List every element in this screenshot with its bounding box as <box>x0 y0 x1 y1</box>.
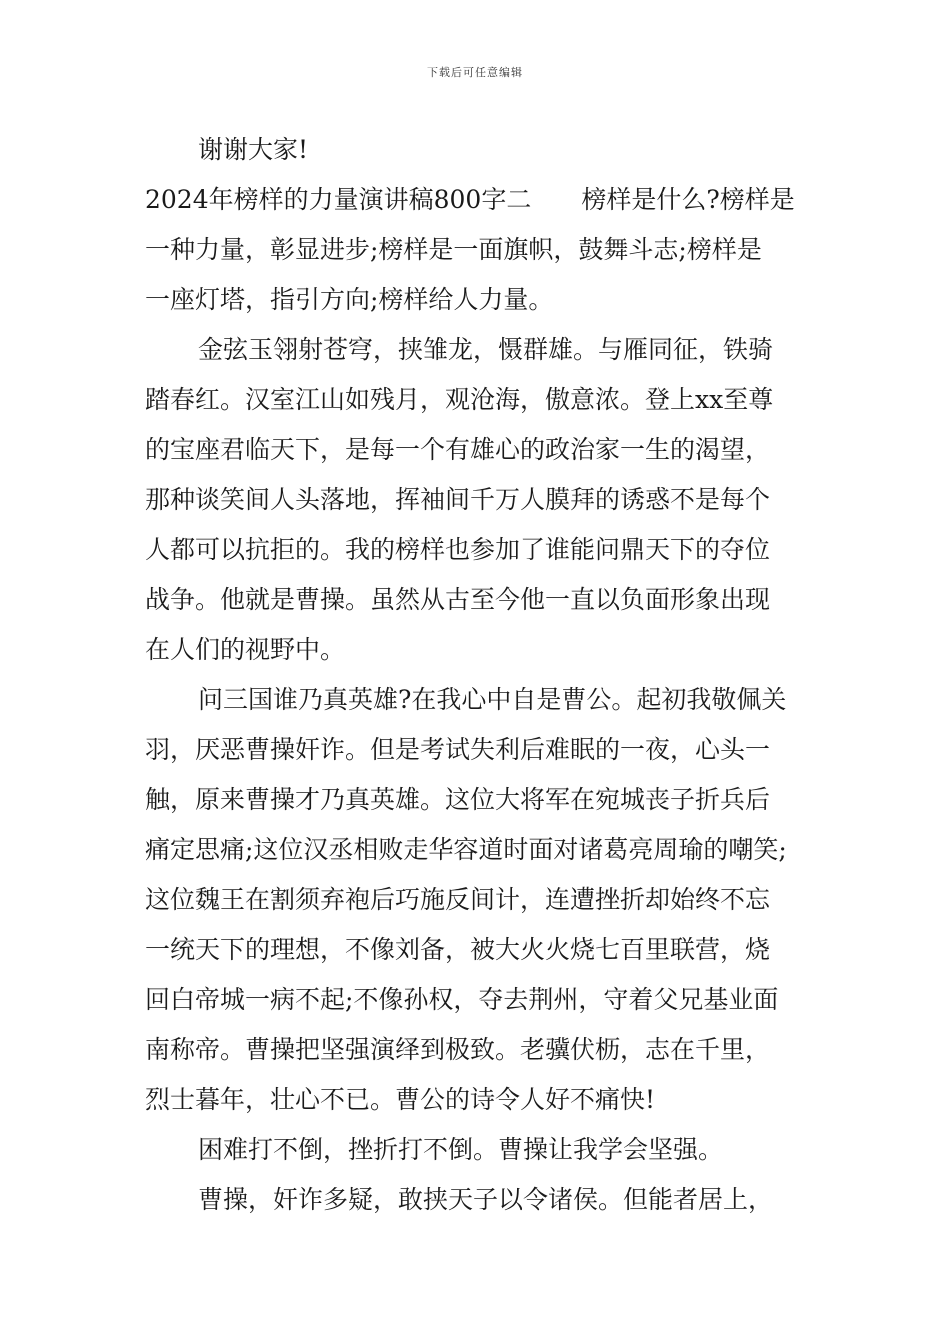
page-header: 下载后可任意编辑 <box>427 66 523 79</box>
text-line: 的宝座君临天下，是每一个有雄心的政治家一生的渴望， <box>145 435 771 464</box>
text-line: 一统天下的理想，不像刘备，被大火火烧七百里联营，烧 <box>145 935 771 964</box>
text-line: 痛定思痛;这位汉丞相败走华容道时面对诸葛亮周瑜的嘲笑; <box>145 835 787 864</box>
text-line: 金弦玉翎射苍穹，挟雏龙，慑群雄。与雁同征，铁骑 <box>198 335 774 364</box>
text-line: 踏春红。汉室江山如残月，观沧海，傲意浓。登上xx至尊 <box>145 385 774 414</box>
text-line: 在人们的视野中。 <box>145 635 346 664</box>
text-line: 谢谢大家! <box>198 135 309 164</box>
text-line: 困难打不倒，挫折打不倒。曹操让我学会坚强。 <box>198 1135 724 1164</box>
text-line: 回白帝城一病不起;不像孙权，夺去荆州，守着父兄基业面 <box>145 985 779 1014</box>
text-line: 一座灯塔，指引方向;榜样给人力量。 <box>145 285 554 314</box>
text-line: 这位魏王在割须弃袍后巧施反间计，连遭挫折却始终不忘 <box>145 885 771 914</box>
text-line: 曹操，奸诈多疑，敢挟天子以令诸侯。但能者居上， <box>198 1185 774 1214</box>
text-line: 人都可以抗拒的。我的榜样也参加了谁能问鼎天下的夺位 <box>145 535 771 564</box>
text-line: 羽，厌恶曹操奸诈。但是考试失利后难眠的一夜，心头一 <box>145 735 771 764</box>
text-line: 一种力量，彰显进步;榜样是一面旗帜，鼓舞斗志;榜样是 <box>145 235 762 264</box>
text-line: 问三国谁乃真英雄?在我心中自是曹公。起初我敬佩关 <box>198 685 787 714</box>
text-line: 战争。他就是曹操。虽然从古至今他一直以负面形象出现 <box>145 585 771 614</box>
text-line: 那种谈笑间人头落地，挥袖间千万人膜拜的诱惑不是每个 <box>145 485 771 514</box>
text-line: 2024年榜样的力量演讲稿800字二 榜样是什么?榜样是 <box>145 185 795 214</box>
text-line: 烈士暮年，壮心不已。曹公的诗令人好不痛快! <box>145 1085 656 1114</box>
text-line: 触，原来曹操才乃真英雄。这位大将军在宛城丧子折兵后 <box>145 785 771 814</box>
text-line: 南称帝。曹操把坚强演绎到极致。老骥伏枥，志在千里， <box>145 1035 771 1064</box>
document-body <box>145 125 820 1225</box>
